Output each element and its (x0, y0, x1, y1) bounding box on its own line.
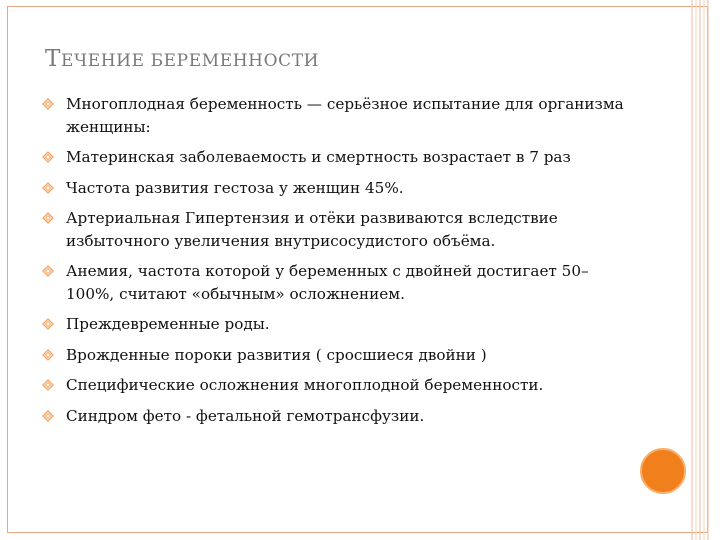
list-item (42, 374, 627, 397)
list-item (42, 260, 627, 305)
diamond-outline-icon (42, 151, 54, 163)
bullet-text: Артериальная Гипертензия и отёки развиваются вследствие избыточного увеличения внутрисосудистого объёма. (66, 209, 558, 250)
diamond-outline-icon (42, 318, 54, 330)
list-item (42, 207, 627, 252)
bullet-text: Многоплодная беременность — серьёзное испытание для организма женщины: (66, 95, 624, 136)
bullet-text: Специфические осложнения многоплодной беременности. (66, 376, 544, 394)
list-item (42, 344, 627, 367)
list-item (42, 93, 627, 138)
list-item (42, 146, 627, 169)
list-item (42, 177, 627, 200)
list-item (42, 313, 627, 336)
title-rest: ЕЧЕНИЕ БЕРЕМЕННОСТИ (60, 51, 320, 71)
diamond-outline-icon (42, 379, 54, 391)
diamond-outline-icon (42, 98, 54, 110)
diamond-outline-icon (42, 410, 54, 422)
decorative-orange-circle (640, 448, 686, 494)
diamond-outline-icon (42, 349, 54, 361)
title-initial: Т (45, 46, 61, 72)
diamond-outline-icon (42, 212, 54, 224)
decorative-stripes (682, 0, 720, 540)
slide-title (45, 46, 319, 72)
bullet-text: Материнская заболеваемость и смертность возрастает в 7 раз (66, 148, 571, 166)
bullet-text: Врожденные пороки развития ( сросшиеся двойни ) (66, 345, 487, 364)
bullet-text: Частота развития гестоза у женщин 45%. (66, 178, 404, 197)
diamond-outline-icon (42, 182, 54, 194)
diamond-outline-icon (42, 265, 54, 277)
bullet-text: Синдром фето - фетальной гемотрансфузии. (66, 406, 425, 425)
list-item (42, 405, 627, 428)
bullet-list (42, 93, 627, 435)
bullet-text: Анемия, частота которой у беременных с двойней достигает 50–100%, считают «обычным» осложнением. (66, 262, 589, 303)
bullet-text: Преждевременные роды. (66, 315, 270, 333)
